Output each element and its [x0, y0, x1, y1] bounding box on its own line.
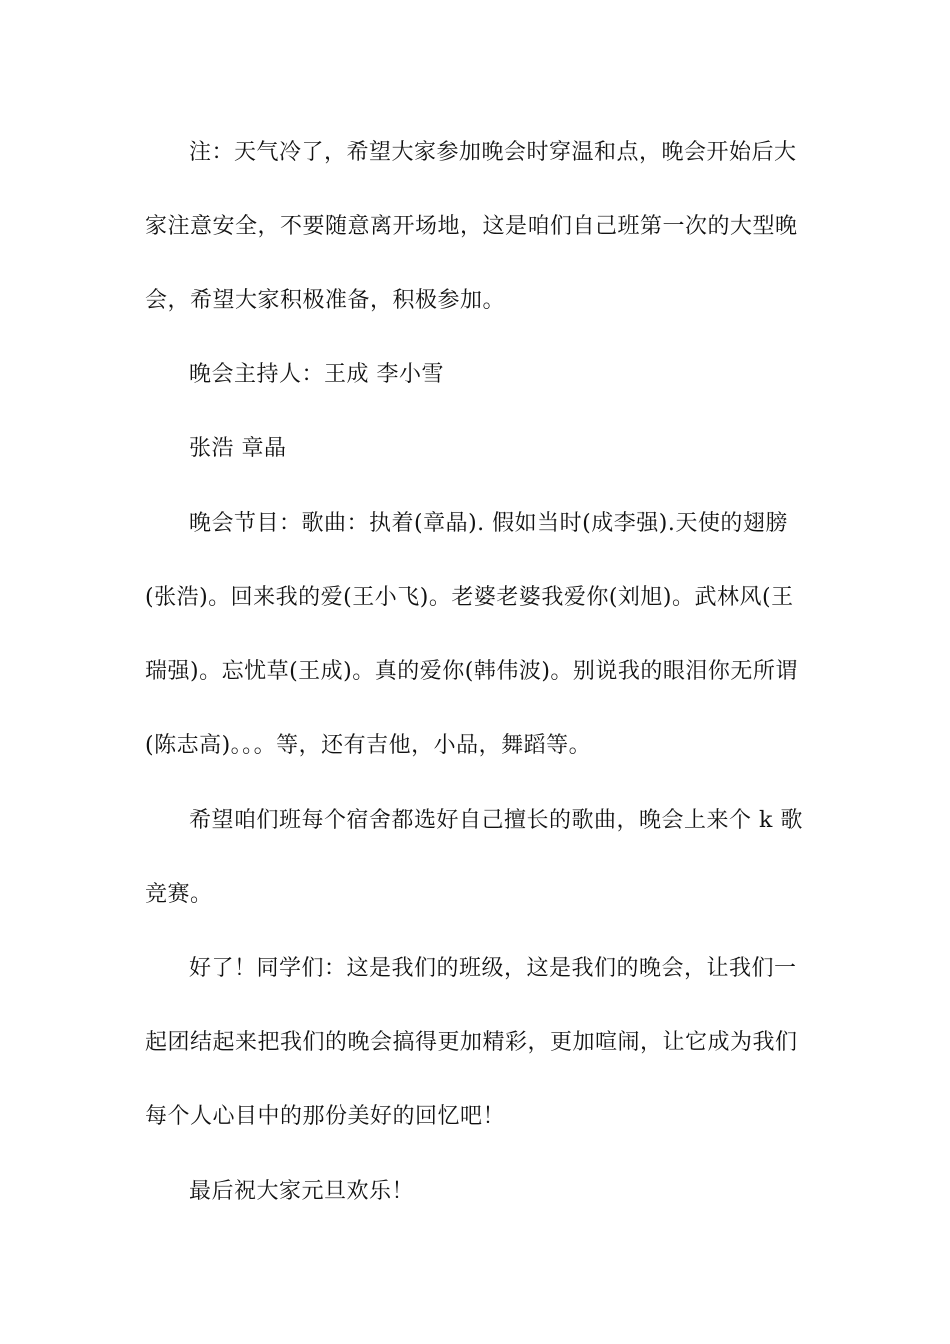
text-line: 晚会节目：歌曲：执着(章晶). 假如当时(成李强).天使的翅膀: [189, 511, 788, 536]
program-paragraph: [145, 487, 815, 783]
text-line: (张浩)。回来我的爱(王小飞)。老婆老婆我爱你(刘旭)。武林风(王: [145, 585, 794, 610]
text-line: 最后祝大家元旦欢乐！: [189, 1179, 415, 1204]
text-line: 瑞强)。忘忧草(王成)。真的爱你(韩伟波)。别说我的眼泪你无所谓: [145, 659, 798, 684]
text-line: 张浩 章晶: [189, 436, 287, 461]
text-line: 家注意安全，不要随意离开场地，这是咱们自己班第一次的大型晚: [145, 214, 798, 239]
text-line: 会，希望大家积极准备，积极参加。: [145, 288, 506, 313]
text-line: 注：天气冷了，希望大家参加晚会时穿温和点，晚会开始后大: [189, 140, 797, 165]
text-line: 竞赛。: [145, 882, 213, 907]
text-line: (陈志高)。。。等，还有吉他，小品，舞蹈等。: [145, 733, 592, 758]
text-line: 每个人心目中的那份美好的回忆吧！: [145, 1104, 506, 1129]
text-line: 起团结起来把我们的晚会搞得更加精彩，更加喧闹，让它成为我们: [145, 1030, 798, 1055]
appeal-paragraph: [145, 932, 815, 1154]
text-line: 晚会主持人：王成 李小雪: [189, 362, 444, 387]
hosts-paragraph: [145, 338, 815, 412]
karaoke-paragraph: [145, 784, 815, 932]
text-line: 希望咱们班每个宿舍都选好自己擅长的歌曲，晚会上来个 k 歌: [189, 808, 803, 833]
notice-paragraph: [145, 116, 815, 338]
closing-paragraph: [145, 1155, 815, 1229]
hosts-continued-paragraph: [145, 412, 815, 486]
text-line: 好了！同学们：这是我们的班级，这是我们的晚会，让我们一: [189, 956, 797, 981]
